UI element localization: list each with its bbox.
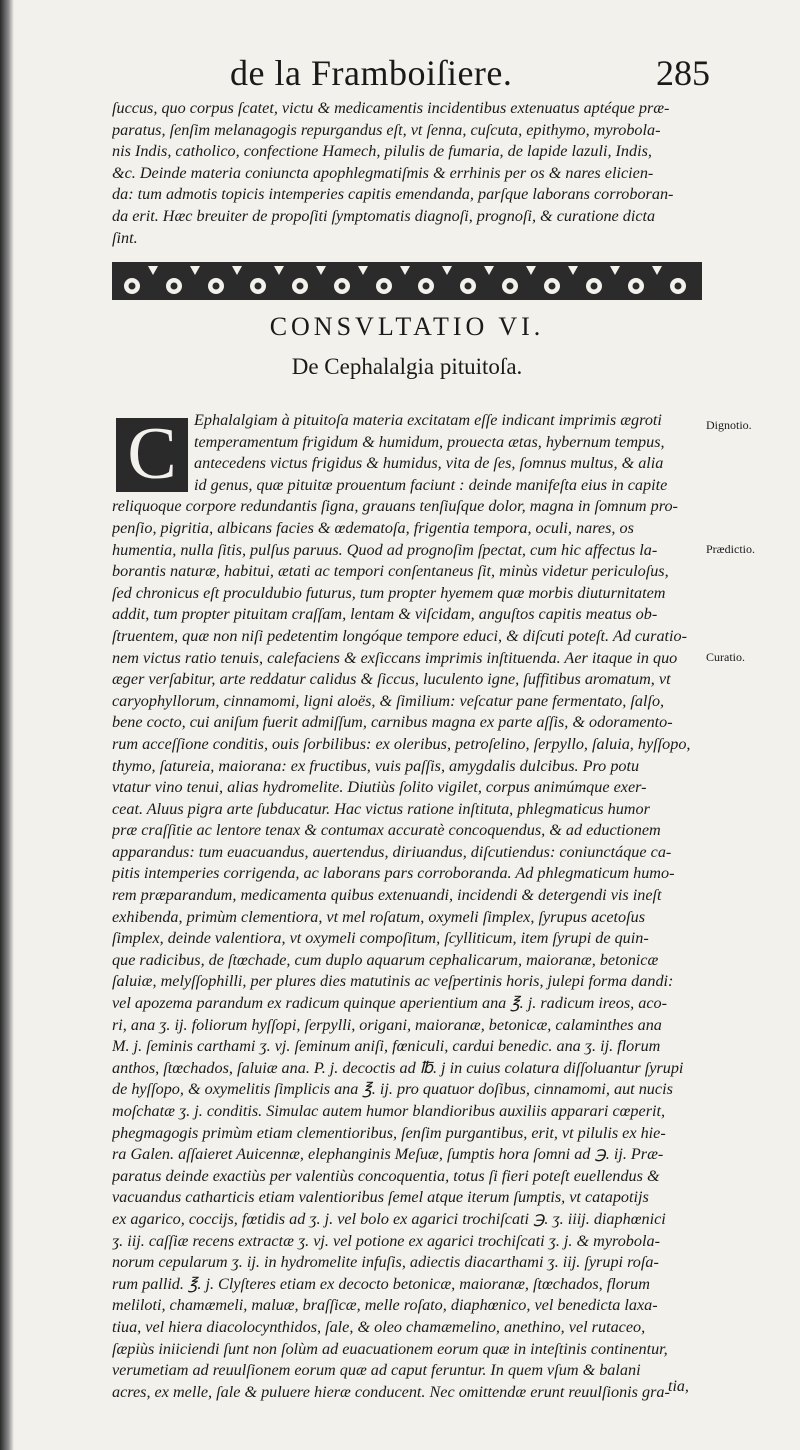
text-line: paratus deinde exactiùs per valentiùs concoquentia, totus ſi fieri poteſt euellendus &	[112, 1166, 660, 1185]
catchword: tia,	[668, 1378, 689, 1395]
text-line: da: tum admotis topicis intemperies capitis emendanda, parſque laborans corroboran-	[112, 185, 674, 204]
text-line: ri, ana ʒ. ij. foliorum hyſſopi, ſerpylli, origani, maioranæ, betonicæ, calaminthes ana	[112, 1015, 662, 1034]
text-line: vacuandus catharticis etiam valentioribus ſemel atque iterum ſumptis, vt catapotijs	[112, 1188, 649, 1207]
margin-note-dignotio: Dignotio.	[706, 418, 752, 432]
previous-section-text	[112, 98, 707, 249]
consultation-title: CONSVLTATIO VI.	[269, 312, 545, 341]
text-line: bene cocto, cui aniſum fuerit admiſſum, carnibus magna ex parte aſſis, & odoramento-	[112, 713, 673, 732]
text-line: que radicibus, de ſtœchade, cum duplo aquarum cephalicarum, maioranæ, betonicæ	[112, 950, 659, 969]
text-line: anthos, ſtœchados, ſaluiæ ana. P. j. decoctis ad ℔. j in cuius colatura diſſoluantur ſyrupi	[112, 1058, 684, 1077]
page-gutter-shadow	[0, 0, 14, 1450]
text-line: vel apozema parandum ex radicum quinque aperientium ana ℥. j. radicum ireos, aco-	[112, 994, 667, 1013]
text-line: rem præparandum, medicamenta quibus extenuandi, incidendi & detergendi vis ineſt	[112, 886, 662, 905]
text-line: ſimplex, deinde valentiora, vt oxymeli compoſitum, ſcylliticum, item ſyrupi de quin-	[112, 929, 649, 948]
text-line: æger verſabitur, arte reddatur calidus & ſiccus, luculento igne, ſuffitibus aromatum, vt	[112, 670, 671, 689]
page-number: 285	[656, 53, 710, 93]
text-line: Ephalalgiam à pituitoſa materia excitatam eſſe indicant imprimis ægroti	[194, 411, 662, 429]
text-line: phegmagogis primùm etiam clementioribus, ſenſim purgantibus, erit, vt pilulis ex hie-	[112, 1123, 666, 1142]
text-line: paratus, ſenſim melanagogis repurgandus eſt, vt ſenna, cuſcuta, epithymo, myrobola-	[112, 120, 661, 139]
text-line: ceat. Aluus pigra arte ſubducatur. Hac victus ratione inſtituta, phlegmaticus humor	[112, 799, 650, 818]
margin-note-curatio: Curatio.	[706, 650, 745, 664]
text-line: antecedens victus frigidus & humidus, vita de ſes, ſomnus multus, & alia	[194, 454, 664, 473]
text-line: ſtruentem, quæ non niſi pedetentim longóque tempore educi, & diſcuti poteſt. Ad curatio-	[112, 626, 688, 645]
text-line: penſio, pigritia, albicans facies & œdematoſa, frigentia tempora, oculi, nares, os	[112, 518, 634, 537]
text-line: ſuccus, quo corpus ſcatet, victu & medicamentis incidentibus extenuatus aptéque præ-	[112, 99, 670, 117]
text-line: reliquoque corpore redundantis ſigna, grauans tenſiuſque dolor, magna in ſomnum pro-	[112, 497, 678, 516]
text-line: præ craſſitie ac lentore tenax & contumax accuratè concoquendus, & ad eductionem	[112, 821, 661, 840]
text-line: &c. Deinde materia coniuncta apophlegmatiſmis & errhinis per os & nares elicien-	[112, 163, 654, 182]
text-line: da erit. Hæc breuiter de propoſiti ſymptomatis diagnoſi, prognoſi, & curatione dicta	[112, 206, 656, 225]
ornamental-band	[112, 262, 702, 300]
text-line: borantis naturæ, habitui, ætati ac tempori conſentaneus ſit, minùs videtur periculoſus,	[112, 562, 669, 581]
text-line: nis Indis, catholico, confectione Hamech, pilulis de fumaria, de lapide lazuli, Indis,	[112, 142, 652, 161]
text-line: humentia, nulla ſitis, pulſus paruus. Quod ad prognoſim ſpectat, cum hic affectus la-	[112, 540, 658, 559]
text-line: exhibenda, primùm clementiora, vt mel roſatum, oxymeli ſimplex, ſyrupus acetoſus	[112, 907, 646, 926]
text-line: apparandus: tum euacuandus, auertendus, diriuandus, diſcutiendus: coniunctáque ca-	[112, 842, 672, 861]
text-line: caryophyllorum, cinnamomi, ligni aloës, & ſimilium: veſcatur pane fermentato, ſalſo,	[112, 691, 665, 710]
text-line: acres, ex melle, ſale & puluere hieræ conducent. Nec omittendæ erunt reuulſionis gra-	[112, 1382, 670, 1401]
text-line: vtatur vino tenui, alias hydromelite. Diutiùs ſolito vigilet, corpus animúmque exer-	[112, 778, 647, 797]
text-line: pitis intemperies corrigenda, ac laborans pars corroboranda. Ad phlegmaticum humo-	[112, 864, 675, 883]
text-line: ʒ. iij. caſſiæ recens extractæ ʒ. vj. vel potione ex agarici trochiſcati ʒ. j. & myrobola-	[112, 1231, 660, 1250]
drop-cap-letter: C	[127, 418, 177, 492]
text-line: ſæpiùs iniiciendi ſunt non ſolùm ad euacuationem eorum quæ in inteſtinis continentur,	[112, 1339, 668, 1358]
text-line: thymo, ſatureia, maiorana: ex fructibus, vuis paſſis, amygdalis dulcibus. Pro potu	[112, 756, 640, 775]
text-line: rum pallid. ℥. j. Clyſteres etiam ex decocto betonicæ, maioranæ, ſtœchados, florum	[112, 1274, 650, 1293]
consultation-body-text	[112, 410, 707, 1403]
text-line: verumetiam ad reuulſionem eorum quæ ad caput feruntur. In quem vſum & balani	[112, 1361, 641, 1380]
text-line: tiua, vel hiera diacolocynthidos, ſale, & oleo chamæmelino, anethino, vel rutaceo,	[112, 1317, 646, 1336]
text-line: ſed chronicus eſt proculdubio futurus, tum propter hyemem quæ morbis diuturnitatem	[112, 583, 666, 602]
text-line: nem victus ratio tenuis, calefaciens & exſiccans imprimis inſtituenda. Aer itaque in quo	[112, 648, 678, 667]
text-line: addit, tum propter pituitam craſſam, lentam & viſcidam, anguſtos capitis meatus ob-	[112, 605, 658, 624]
text-line: ra Galen. aſſaieret Auicennæ, elephanginis Meſuæ, ſumptis hora ſomni ad ℈. ij. Præ-	[112, 1145, 664, 1164]
text-line: moſchatæ ʒ. j. conditis. Simulac autem humor blandioribus auxiliis apparari cœperit,	[112, 1102, 666, 1120]
page-header	[230, 52, 710, 98]
consultation-subtitle: De Cephalalgia pituitoſa.	[291, 354, 523, 379]
text-line: id genus, quæ pituitæ prouentum faciunt : deinde manifeſta eius in capite	[194, 475, 668, 494]
text-line: ex agarico, coccijs, fœtidis ad ʒ. j. vel bolo ex agarici trochiſcati ℈. ʒ. iiij. diaphœnici	[112, 1209, 666, 1228]
text-line: ſint.	[112, 228, 138, 247]
text-line: M. j. ſeminis carthami ʒ. vj. ſeminum aniſi, fœniculi, cardui benedic. ana ʒ. ij. florum	[112, 1037, 661, 1056]
text-line: rum acceſſione conditis, ouis ſorbilibus: ex oleribus, petroſelino, ſerpyllo, ſaluia, hyſſopo,	[112, 734, 691, 753]
margin-note-praedictio: Prædictio.	[706, 542, 756, 556]
text-line: de hyſſopo, & oxymelitis ſimplicis ana ℥. ij. pro quatuor doſibus, cinnamomi, aut nucis	[112, 1080, 673, 1099]
text-line: norum cepularum ʒ. ij. in hydromelite infuſis, adiectis diacarthami ʒ. iij. ſyrupi roſa-	[112, 1253, 659, 1272]
text-line: ſaluiæ, melyſſophilli, per plures dies matutinis ac veſpertinis horis, julepi forma dandi:	[112, 972, 674, 991]
text-line: meliloti, chamæmeli, maluæ, braſſicæ, melle roſato, diaphœnico, vel benedicta laxa-	[112, 1296, 658, 1315]
running-title: de la Framboiſiere.	[230, 53, 513, 93]
text-line: temperamentum frigidum & humidum, prouecta ætas, hybernum tempus,	[194, 432, 665, 451]
